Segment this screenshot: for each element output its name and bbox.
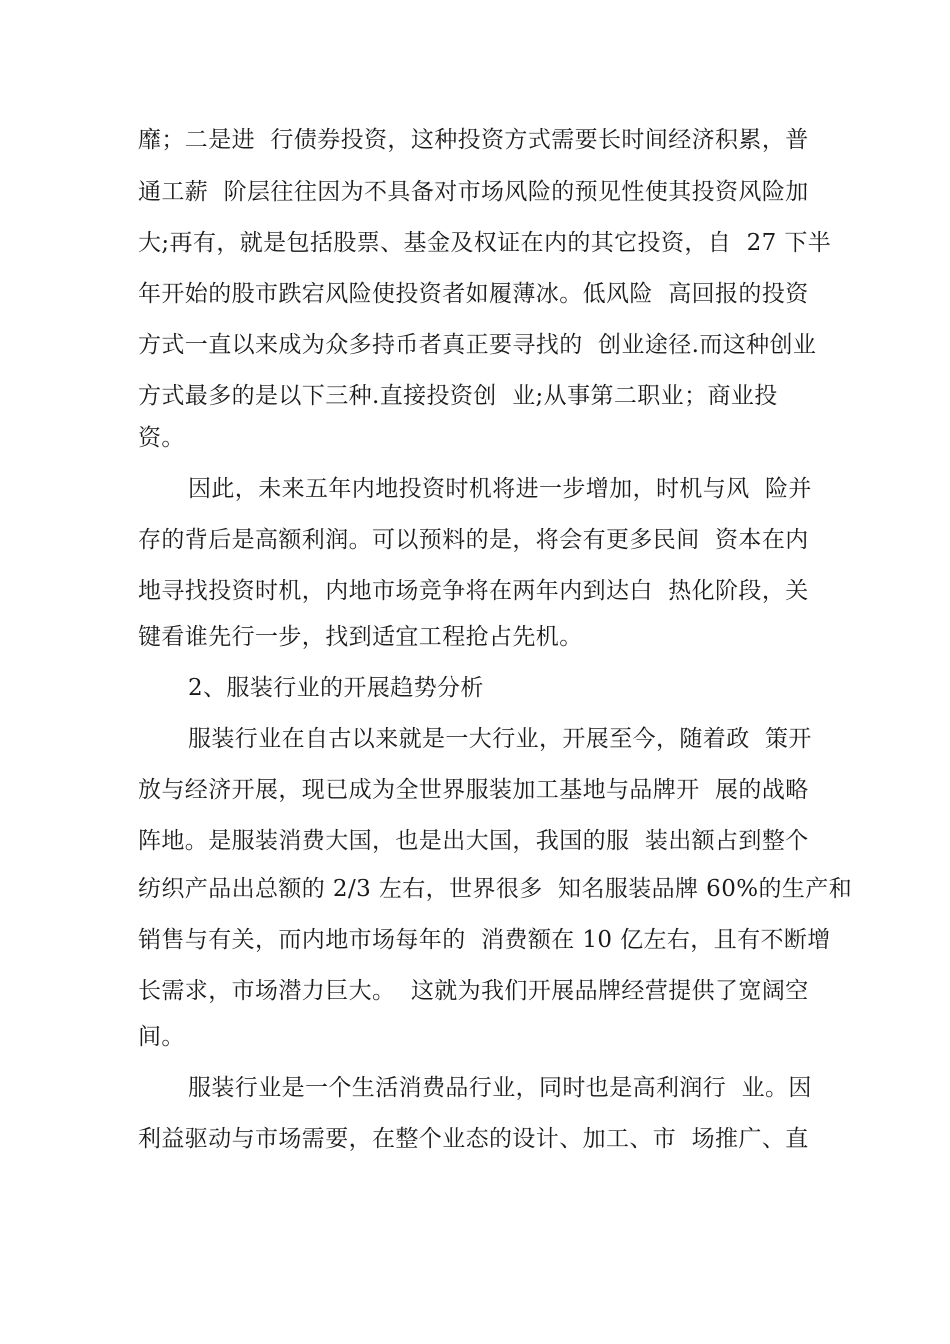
text-line: 年开始的股市跌宕风险使投资者如履薄冰。低风险 高回报的投资 [138, 281, 809, 307]
text-line: 长需求，市场潜力巨大。 这就为我们开展品牌经营提供了宽阔空 [138, 978, 809, 1004]
text-line: 存的背后是高额利润。可以预料的是，将会有更多民间 资本在内 [138, 527, 809, 553]
section-heading: 2、服装行业的开展趋势分析 [188, 675, 484, 701]
text-line: 键看谁先行一步，找到适宜工程抢占先机。 [138, 624, 583, 650]
text-line: 销售与有关，而内地市场每年的 消费额在 10 亿左右，且有不断增 [138, 927, 831, 953]
text-line: 阵地。是服装消费大国，也是出大国，我国的服 装出额占到整个 [138, 828, 809, 854]
text-line: 地寻找投资时机，内地市场竞争将在两年内到达白 热化阶段，关 [138, 578, 809, 604]
text-line: 靡；二是进 行债券投资，这种投资方式需要长时间经济积累，普 [138, 127, 809, 153]
text-line: 方式最多的是以下三种.直接投资创 业;从事第二职业；商业投 [138, 383, 778, 409]
paragraph-first-line: 服装行业是一个生活消费品行业，同时也是高利润行 业。因 [188, 1075, 812, 1101]
text-line: 间。 [138, 1024, 185, 1050]
paragraph-first-line: 因此，未来五年内地投资时机将进一步增加，时机与风 险并 [188, 476, 812, 502]
text-line: 放与经济开展，现已成为全世界服装加工基地与品牌开 展的战略 [138, 777, 809, 803]
text-line: 纺织产品出总额的 2/3 左右，世界很多 知名服装品牌 60%的生产和 [138, 876, 853, 902]
text-line: 资。 [138, 425, 185, 451]
text-line: 通工薪 阶层往往因为不具备对市场风险的预见性使其投资风险加 [138, 179, 809, 205]
paragraph-first-line: 服装行业在自古以来就是一大行业，开展至今，随着政 策开 [188, 726, 812, 752]
text-line: 大;再有，就是包括股票、基金及权证在内的其它投资，自 27 下半 [138, 230, 832, 256]
text-line: 利益驱动与市场需要，在整个业态的设计、加工、市 场推广、直 [138, 1126, 809, 1152]
text-line: 方式一直以来成为众多持币者真正要寻找的 创业途径.而这种创业 [138, 332, 817, 358]
